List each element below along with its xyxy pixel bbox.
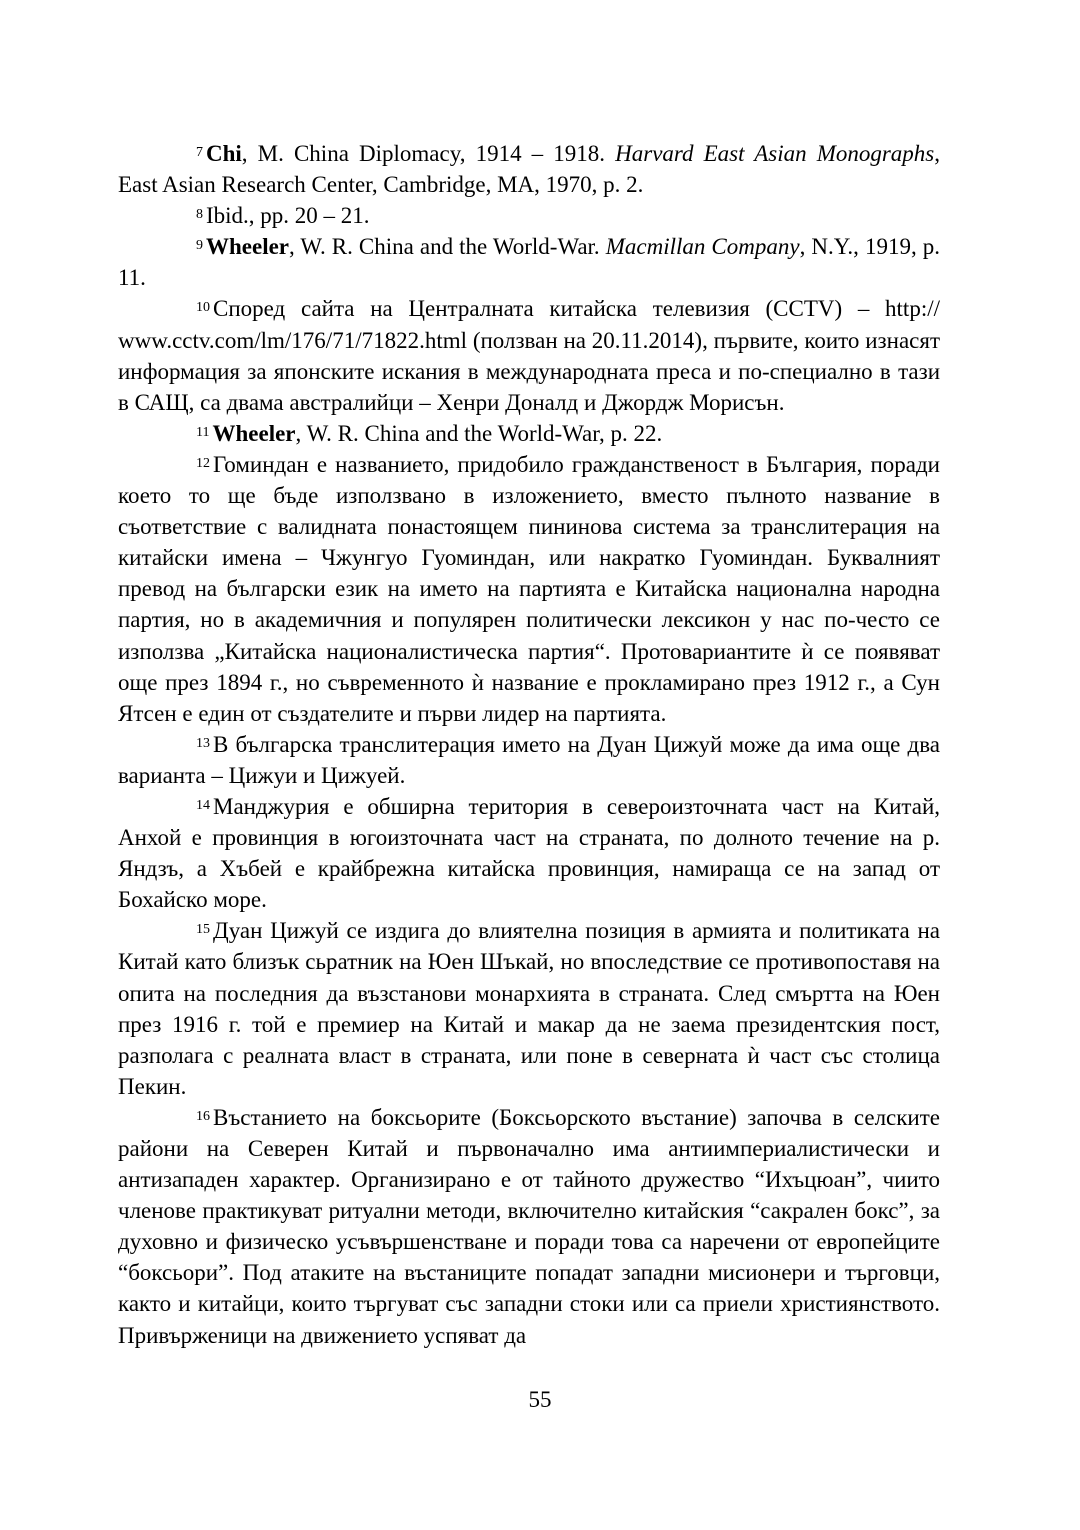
footnote-text: , W. R. China and the World-War, p. 22.	[295, 420, 663, 446]
footnote-11	[118, 418, 940, 449]
footnote-number: 13	[196, 735, 210, 751]
footnote-text: Гоминдан е названието, придобило гражданственост в България, поради което то ще бъде използвано в изложението, вместо пълното название в съответствие с валидната понастоящем пининова система за транслитерация на китайски имена – Чжунгуо Гуоминдан, или накратко Гуоминдан. Буквалният превод на български език на името на партията е Китайска национална народна партия, но в академичния и популярен политически лексикон у нас по-често се използва „Китайска националистическа партия“. Протовариантите ѝ се появяват още през 1894 г., но съвременното ѝ название е прокламирано през 1912 г., а Сун Ятсен е един от създателите и първи лидер на партията.	[118, 451, 940, 726]
footnote-number: 11	[196, 424, 210, 440]
footnote-text: Въстанието на боксьорите (Боксьорското въстание) започва в селските райони на Северен Китай и първоначално има антиимпериалистически и антизападен характер. Организирано е от тайното дружество “Ихъцюан”, чиито членове практикуват ритуални методи, включително китайския “сакрален бокс”, за духовно и физическо усъвършенстване и поради това са наречени от европейците “боксьори”. Под атаките на въстаниците попадат западни мисионери и търговци, както и китайци, които търгуват със западни стоки или са приели християнството. Привърженици на движението успяват да	[118, 1104, 940, 1348]
footnote-14	[118, 791, 940, 915]
footnote-text: , W. R. China and the World-War.	[289, 234, 606, 260]
footnote-text: , N.Y., 1919, p. 11.	[118, 234, 940, 291]
footnote-number: 8	[196, 207, 203, 223]
footnote-number: 10	[196, 300, 210, 316]
page-number: 55	[528, 1387, 552, 1412]
footnote-text: Дуан Цижуй се издига до влиятелна позиция в армията и политиката на Китай като близък сьратник на Юен Шъкай, но впоследствие се противопоставя на опита на последния да възстанови монархията в страната. След смъртта на Юен през 1916 г. той е премиер на Китай и макар да не заема президентския пост, разполага с реалната власт в страната, или поне в северната ѝ част със столица Пекин.	[118, 918, 940, 1099]
footnote-number: 16	[196, 1108, 210, 1124]
footnote-8	[118, 200, 940, 231]
footnote-author: Chi	[206, 141, 242, 166]
footnote-author: Wheeler	[206, 234, 290, 260]
footnote-16	[118, 1102, 940, 1351]
footnote-number: 7	[196, 145, 203, 160]
footnote-number: 9	[196, 238, 203, 254]
footnote-13	[118, 729, 940, 791]
footnote-12	[118, 449, 940, 729]
footnote-number: 14	[196, 797, 210, 813]
footnote-text: Според сайта на Централната китайска телевизия (CCTV) – http:// www.cctv.com/lm/176/71/71822.html (ползван на 20.11.2014), първите, които изнасят информация за японските искания в международната преса и по-специално в тази в САЩ, са двама австралийци – Хенри Доналд и Джордж Морисън.	[118, 296, 940, 415]
footnote-text: Манджурия е обширна територия в североизточната част на Китай, Анхой е провинция в югоизточната част на страната, по долното течение на р. Яндзъ, а Хъбей е крайбрежна китайска провинция, намираща се на запад от Бохайско море.	[118, 793, 940, 913]
footnotes-section	[118, 138, 940, 1351]
footnote-text: , East Asian Research Center, Cambridge, MA, 1970, p. 2.	[118, 141, 941, 198]
footnote-number: 15	[196, 922, 210, 938]
footnote-15	[118, 915, 940, 1102]
footnote-7	[118, 138, 940, 200]
footnote-publisher: Macmillan Company	[605, 234, 800, 260]
footnote-text: , M. China Diplomacy, 1914 – 1918.	[241, 141, 616, 166]
footnote-number: 12	[196, 455, 210, 471]
footnote-publisher: Harvard East Asian Monographs	[615, 141, 935, 166]
footnote-author: Wheeler	[212, 420, 296, 446]
footnote-text: В българска транслитерация името на Дуан Цижуй може да има още два варианта – Цижуи и Цижуей.	[118, 731, 940, 788]
footnote-10	[118, 293, 940, 417]
footnote-text: Ibid., pp. 20 – 21.	[206, 203, 370, 229]
footnote-9	[118, 231, 940, 293]
